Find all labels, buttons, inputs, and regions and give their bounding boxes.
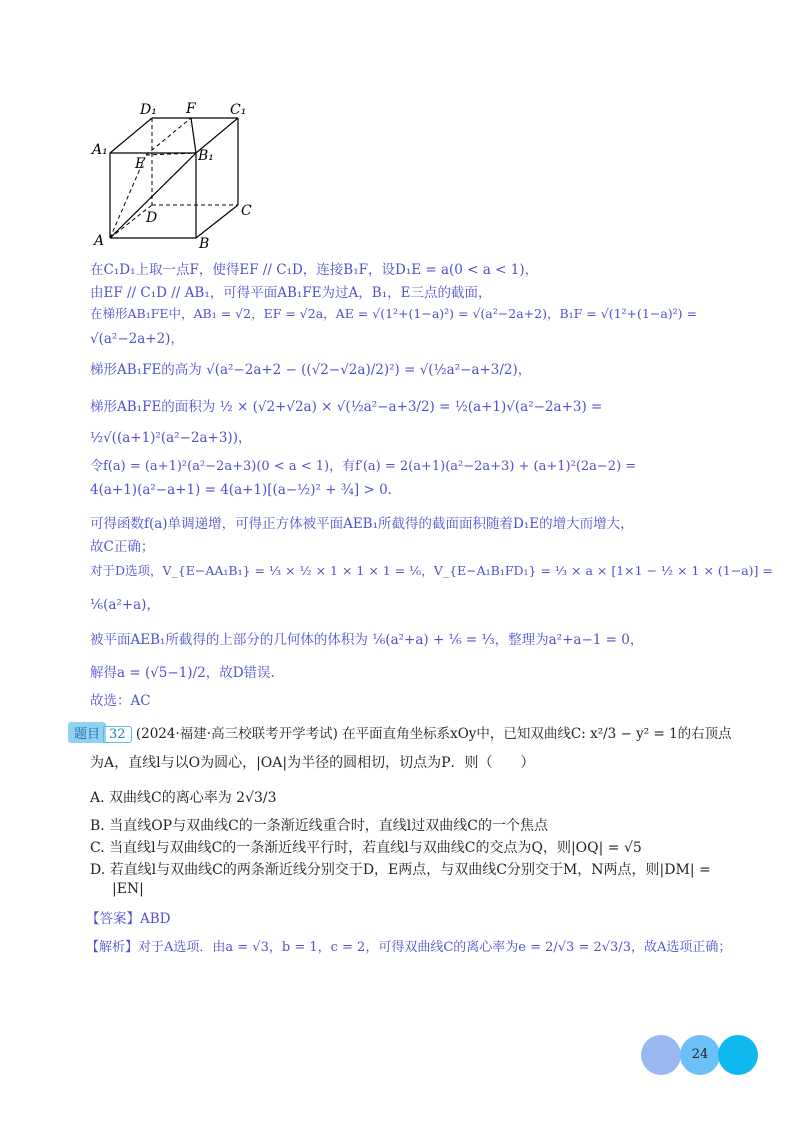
label-a1: A₁	[92, 142, 108, 158]
answer-value: ABD	[140, 911, 171, 927]
answer	[86, 907, 171, 927]
option-b: B. 当直线OP与双曲线C的一条渐近线重合时，直线l过双曲线C的一个焦点	[90, 818, 548, 834]
option-a: A. 双曲线C的离心率为 2√3/3	[90, 790, 277, 806]
label-a: A	[94, 233, 105, 249]
label-b1: B₁	[198, 148, 214, 164]
analysis	[86, 936, 731, 955]
solution-line: 4(a+1)(a²−a+1) = 4(a+1)[(a−½)² + ¾] > 0.	[90, 482, 392, 498]
cube-figure	[0, 0, 800, 260]
solution-line: ⅙(a²+a)，	[90, 597, 160, 613]
label-e: E	[135, 156, 146, 172]
label-f: F	[186, 101, 196, 117]
option-d-cont: |EN|	[112, 881, 144, 897]
solution-line: 在C₁D₁上取一点F，使得EF // C₁D，连接B₁F，设D₁E = a(0 < a < 1)，	[90, 262, 539, 278]
solution-line: 解得a = (√5−1)/2，故D错误.	[90, 665, 275, 681]
label-c1: C₁	[230, 102, 247, 118]
analysis-text: 对于A选项．由a = √3，b = 1，c = 2，可得双曲线C的离心率为e = 2/√3 = 2√3/3，故A选项正确；	[138, 940, 732, 955]
option-c: C. 当直线l与双曲线C的一条渐近线平行时，若直线l与双曲线C的交点为Q，则|OQ| = √5	[90, 840, 642, 856]
page-circle-right	[718, 1035, 758, 1075]
solution-line: 令f(a) = (a+1)²(a²−2a+3)(0 < a < 1)，有f′(a) = 2(a+1)(a²−2a+3) + (a+1)²(2a−2) =	[90, 459, 637, 474]
question-stem-2: 为A，直线l与以O为圆心，|OA|为半径的圆相切，切点为P．则（ ）	[90, 755, 535, 771]
solution-line: 故C正确；	[90, 539, 155, 555]
question-number: 32	[103, 726, 132, 743]
solution-line: 在梯形AB₁FE中，AB₁ = √2，EF = √2a，AE = √(1²+(1−a)²) = √(a²−2a+2)，B₁F = √(1²+(1−a)²) =	[90, 306, 697, 321]
label-d: D	[146, 210, 158, 226]
page-number: 24	[691, 1047, 709, 1062]
analysis-label: 【解析】	[86, 940, 139, 955]
label-b: B	[199, 236, 210, 252]
answer-label: 【答案】	[86, 911, 140, 927]
solution-line: 可得函数f(a)单调递增，可得正方体被平面AEB₁所截得的截面面积随着D₁E的增大而增大，	[90, 516, 634, 532]
solution-line: ½√((a+1)²(a²−2a+3))，	[90, 430, 252, 446]
solution-line: 对于D选项，V_{E−AA₁B₁} = ⅓ × ½ × 1 × 1 × 1 = ⅙，V_{E−A₁B₁FD₁} = ⅓ × a × [1×1 − ½ × 1 × (1−a)] =	[90, 563, 773, 578]
question-stem-text: (2024·福建·高三校联考开学考试) 在平面直角坐标系xOy中，已知双曲线C: x²/3 − y² = 1的右顶点	[135, 726, 732, 742]
solution-line: √(a²−2a+2)，	[90, 331, 184, 347]
label-c: C	[241, 203, 252, 219]
page-circle-mid	[680, 1035, 720, 1075]
option-d: D. 若直线l与双曲线C的两条渐近线分别交于D，E两点，与双曲线C分别交于M，N两点，则|DM| =	[90, 862, 711, 878]
label-d1: D₁	[140, 102, 157, 118]
solution-line: 故选：AC	[90, 693, 151, 709]
solution-line: 由EF // C₁D // AB₁，可得平面AB₁FE为过A，B₁，E三点的截面，	[90, 285, 492, 301]
solution-line: 被平面AEB₁所截得的上部分的几何体的体积为 ⅙(a²+a) + ⅙ = ⅓，整理为a²+a−1 = 0，	[90, 632, 644, 648]
solution-line: 梯形AB₁FE的高为 √(a²−2a+2 − ((√2−√2a)/2)²) = √(½a²−a+3/2)，	[90, 362, 532, 378]
page-circle-left	[641, 1035, 681, 1075]
solution-line: 梯形AB₁FE的面积为 ½ × (√2+√2a) × √(½a²−a+3/2) = ½(a+1)√(a²−2a+3) =	[90, 399, 603, 415]
question-tag: 题目	[68, 722, 106, 743]
question-stem-1	[68, 722, 732, 743]
